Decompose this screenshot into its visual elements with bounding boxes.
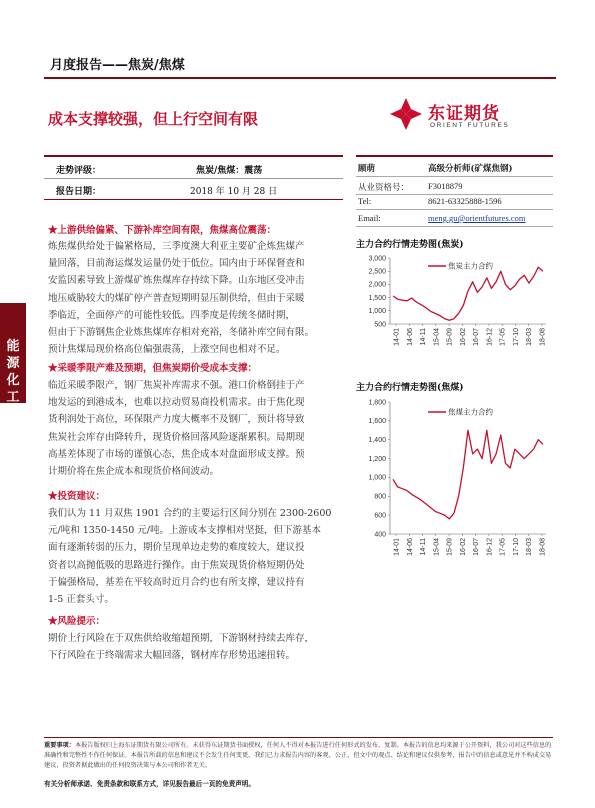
chart-title: 主力合约行情走势图(焦煤) — [356, 383, 464, 393]
rating-mid-rule — [44, 178, 343, 179]
y-tick-label: 1,600 — [368, 418, 386, 426]
body-line: 炼焦煤供给处于偏紧格局，三季度澳大利亚主要矿企炼焦煤产 — [48, 241, 305, 252]
logo-english-name: ORIENT FUTURES — [430, 122, 510, 129]
body-line: 下行风险在于终端需求大幅回落，钢材库存形势迅速扭转。 — [48, 650, 296, 662]
rating-top-rule — [44, 155, 343, 157]
report-type-title: 月度报告——焦炭/焦煤 — [50, 58, 185, 73]
body-line: 量回落，目前海运煤发运量仍处于低位。国内由于环保督查和 — [48, 258, 305, 270]
email-link[interactable]: meng.gu@orientfutures.com — [428, 213, 526, 223]
x-tick-label: 18-03 — [526, 538, 534, 556]
trend-rating-value: 焦炭/焦煤：震荡 — [196, 166, 263, 176]
body-line: 但由于下游钢焦企业炼焦煤库存相对充裕，冬储补库空间有限。 — [48, 327, 315, 339]
y-tick-label: 1,500 — [368, 294, 386, 302]
y-tick-label: 2,000 — [368, 281, 386, 289]
tel-value: 8621-63325888-1596 — [428, 196, 502, 206]
body-line: 计期价将在焦企成本和现货价格间波动。 — [48, 466, 220, 478]
coke-price-chart — [356, 252, 554, 364]
x-tick-label: 15-04 — [433, 538, 441, 556]
x-tick-label: 15-09 — [446, 328, 454, 346]
body-line: 季临近，全面停产的可能性较低。四季度是传统冬储时期， — [48, 309, 296, 321]
disclaimer-text: 本报告版权归上海东证期货有限公司所有。未获得东证期货书面授权，任何人不得对本报告进行任何形式的发布、复制。本报告的信息均来源于公开资料，我公司对这些信息的准确性和完整性不作任何保证。本报告所载的信息和建议不会发生任何变更，我们已力求报告内容的客观、公正，但文中的观点、结论和建议仅供参考，报告中的信息或意见并不构成交易建议，投资者据此做出的任何投资决策与本公司和作者无关。 — [44, 742, 552, 769]
logo-chinese-name: 东证期货 — [428, 104, 500, 124]
x-tick-label: 14-01 — [393, 538, 401, 556]
analyst-divider — [356, 176, 553, 177]
analyst-name: 顾萌 — [358, 164, 376, 174]
y-tick-label: 1,000 — [368, 474, 386, 482]
email-label: Email: — [358, 213, 381, 223]
body-line: 货利润处于高位，环保限产力度大概率不及钢厂，预计将导致 — [48, 414, 305, 426]
section-body — [48, 630, 348, 664]
x-tick-label: 14-06 — [406, 328, 414, 346]
y-tick-label: 1,200 — [368, 455, 386, 463]
body-line: 1-5 正套头寸。 — [48, 594, 114, 606]
y-tick-label: 3,000 — [368, 255, 386, 263]
tel-label: Tel: — [358, 196, 372, 206]
body-line: 安监因素导致上游煤矿炼焦煤库存持续下降。山东地区受冲击 — [48, 275, 305, 287]
section-title: ★投资建议： — [48, 491, 106, 502]
body-line: 高基差体现了市场的谨慎心态，焦企成本对盘面形成支撑。预 — [48, 448, 305, 460]
x-tick-label: 16-07 — [473, 328, 481, 346]
analyst-divider — [356, 194, 553, 195]
series-line — [393, 267, 543, 320]
disclaimer-label: 重要事项： — [44, 742, 75, 749]
x-tick-label: 14-01 — [393, 328, 401, 346]
license-label: 从业资格号： — [358, 182, 410, 192]
body-line: 面有逐渐转弱的压力，期价呈现单边走势的难度较大，建议投 — [48, 542, 305, 554]
x-tick-label: 17-05 — [499, 328, 507, 346]
body-line: 焦炭社会库存由降转升，现货价格回落风险逐渐累积。局期现 — [48, 431, 305, 443]
section-title: ★采暖季限产难及预期，但焦炭期价受成本支撑： — [48, 363, 258, 374]
y-tick-label: 500 — [374, 321, 386, 329]
x-tick-label: 18-03 — [526, 328, 534, 346]
x-tick-label: 18-08 — [539, 538, 547, 556]
y-tick-label: 800 — [374, 493, 386, 501]
analyst-top-rule — [356, 155, 553, 157]
x-tick-label: 18-08 — [539, 328, 547, 346]
x-tick-label: 15-04 — [433, 328, 441, 346]
report-date-value: 2018 年 10 月 28 日 — [190, 187, 278, 197]
x-tick-label: 16-07 — [473, 538, 481, 556]
y-tick-label: 1,400 — [368, 437, 386, 445]
x-tick-label: 14-11 — [420, 328, 428, 346]
section-title: ★上游供给偏紧、下游补库空间有限，焦煤高位震荡： — [48, 225, 277, 236]
x-tick-label: 17-05 — [499, 538, 507, 556]
x-tick-label: 17-10 — [512, 328, 520, 346]
section-body — [48, 238, 342, 358]
rating-bottom-rule — [44, 199, 343, 200]
section-body — [48, 505, 342, 608]
x-tick-label: 15-09 — [446, 538, 454, 556]
body-line: 地压威胁较大的煤矿停产普查短期明显压制供给，但由于采暖 — [48, 292, 305, 304]
footer-divider — [44, 737, 553, 738]
license-value: F3018879 — [428, 181, 463, 191]
body-line: 期价上行风险在于双焦供给收缩超预期，下游钢材持续去库存， — [48, 633, 315, 644]
coking-coal-price-chart — [356, 396, 554, 576]
x-tick-label: 14-11 — [420, 538, 428, 556]
report-date-label: 报告日期： — [56, 187, 102, 197]
analyst-divider — [356, 226, 553, 227]
y-tick-label: 400 — [374, 531, 386, 539]
footer-disclaimer — [44, 741, 554, 770]
x-tick-label: 14-06 — [406, 538, 414, 556]
trend-rating-label: 走势评级： — [56, 166, 102, 176]
x-tick-label: 16-12 — [486, 538, 494, 556]
analyst-title: 高级分析师(矿煤焦钢) — [428, 164, 513, 174]
body-line: 预计焦煤局现价格高位偏强震荡，上涨空间也相对不足。 — [48, 344, 286, 356]
x-tick-label: 16-02 — [459, 328, 467, 346]
y-tick-label: 1,800 — [368, 399, 386, 407]
category-label: 能源化工 — [6, 339, 20, 405]
company-logo-icon — [389, 97, 423, 131]
legend-label: 焦煤主力合约 — [448, 407, 493, 417]
body-line: 我们认为 11 月双焦 1901 合约的主要运行区间分别在 2300-2600 — [48, 508, 332, 519]
analyst-divider — [356, 209, 553, 210]
y-tick-label: 1,000 — [368, 308, 386, 316]
chart-title: 主力合约行情走势图(焦炭) — [356, 240, 464, 250]
y-tick-label: 600 — [374, 512, 386, 520]
x-tick-label: 17-10 — [512, 538, 520, 556]
series-line — [393, 430, 543, 519]
header-divider — [44, 77, 556, 79]
legend-label: 焦炭主力合约 — [448, 261, 493, 271]
section-title: ★风险提示： — [48, 616, 106, 627]
x-tick-label: 16-02 — [459, 538, 467, 556]
page-headline: 成本支撑较强，但上行空间有限 — [48, 110, 259, 128]
x-tick-label: 16-12 — [486, 328, 494, 346]
footer-note: 有关分析师承诺、免责条款和联系方式，详见报告最后一页的免责声明。 — [44, 780, 255, 788]
body-line: 资者以高抛低吸的思路进行操作。由于焦炭现货价格短期仍处 — [48, 559, 305, 571]
section-body — [48, 377, 342, 480]
body-line: 于偏强格局，基差在平较高时近月合约也有所支撑，建议持有 — [48, 576, 305, 588]
body-line: 元/吨和 1350-1450 元/吨。上游成本支撑相对坚挺，但下游基本 — [48, 525, 322, 537]
y-tick-label: 2,500 — [368, 268, 386, 276]
body-line: 地发运的到港成本，也难以拉动贸易商投机需求。由于焦化现 — [48, 397, 305, 409]
body-line: 临近采暖季限产，钢厂焦炭补库需求不强。港口价格倒挂于产 — [48, 380, 305, 391]
